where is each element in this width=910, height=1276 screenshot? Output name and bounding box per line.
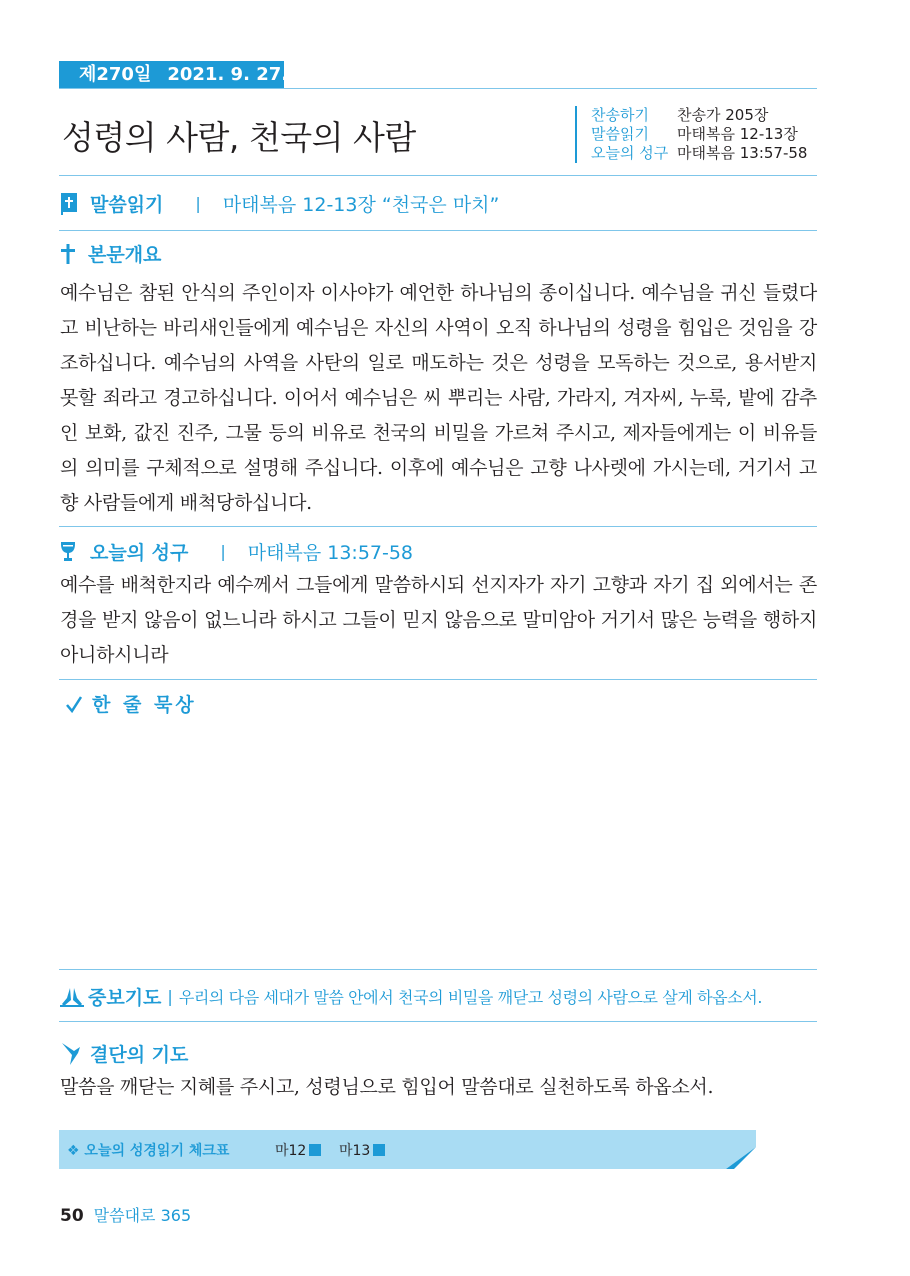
bible-icon xyxy=(60,192,78,216)
meditation-heading xyxy=(66,690,197,717)
overview-heading xyxy=(60,240,161,267)
intercession-top-rule xyxy=(59,969,817,970)
reading-bottom-rule xyxy=(59,230,817,231)
info-row-hymn xyxy=(591,106,807,125)
date-text: 2021. 9. 27. 월 xyxy=(167,64,312,85)
title-bottom-rule xyxy=(59,175,817,176)
verse-text: 예수를 배척한지라 예수께서 그들에게 말씀하시되 선지자가 자기 고향과 자기 집 외에서는 존경을 받지 않음이 없느니라 하시고 그들이 믿지 않음으로 말미암아 거기서 많은 능력을 행하지 아니하시니라 xyxy=(60,574,817,666)
checklist-item[interactable]: 마12 xyxy=(275,1140,321,1160)
resolution-heading xyxy=(60,1040,188,1067)
info-row-verse xyxy=(591,144,807,163)
intercession-bottom-rule xyxy=(59,1021,817,1022)
reading-label: 말씀읽기 xyxy=(90,194,164,216)
verse-label: 오늘의 성구 xyxy=(90,542,189,564)
chalice-icon xyxy=(60,541,76,563)
praying-hands-icon xyxy=(60,986,84,1008)
reading-checklist xyxy=(59,1130,756,1169)
day-number: 제270일 xyxy=(79,64,152,85)
resolution-label: 결단의 기도 xyxy=(90,1044,189,1066)
overview-bottom-rule xyxy=(59,526,817,527)
info-key: 찬송하기 xyxy=(591,106,649,124)
checkmark-icon xyxy=(66,695,82,713)
intercession-text: 우리의 다음 세대가 말씀 안에서 천국의 비밀을 깨닫고 성령의 사람으로 살게 하옵소서. xyxy=(178,988,763,1007)
book-title: 말씀대로 365 xyxy=(93,1206,192,1225)
separator: | xyxy=(167,987,173,1006)
resolution-text: 말씀을 깨닫는 지혜를 주시고, 성령님으로 힘입어 말씀대로 실천하도록 하옵소서. xyxy=(60,1076,714,1098)
overview-text: 예수님은 참된 안식의 주인이자 이사야가 예언한 하나님의 종이십니다. 예수님을 귀신 들렸다고 비난하는 바리새인들에게 예수님은 자신의 사역이 오직 하나님의 성령을 힘입은 것임을 강조하십니다. 예수님의 사역을 사탄의 일로 매도하는 것은 성령을 모독하는 것으로, 용서받지 못할 죄라고 경고하십니다. 이어서 예수님은 씨 뿌리는 사람, 가라지, 겨자씨, 누룩, 밭에 감추인 보화, 값진 진주, 그물 등의 비유로 천국의 비밀을 가르쳐 주시고, 제자들에게는 이 비유들의 의미를 구체적으로 설명해 주십니다. 이후에 예수님은 고향 나사렛에 가시는데, 거기서 고향 사람들에게 배척당하십니다. xyxy=(60,282,817,514)
checklist-label: ❖ 오늘의 성경읽기 체크표 xyxy=(67,1143,230,1159)
info-box xyxy=(575,106,807,163)
info-key: 말씀읽기 xyxy=(591,125,649,143)
meditation-label: 한 줄 묵상 xyxy=(92,694,197,716)
info-value: 찬송가 205장 xyxy=(677,106,769,124)
page-footer xyxy=(60,1203,191,1226)
dove-icon xyxy=(60,1041,82,1067)
reading-heading xyxy=(60,190,499,217)
verse-ref: 마태복음 13:57-58 xyxy=(247,542,414,564)
intercession-line xyxy=(60,983,820,1010)
separator: | xyxy=(195,194,201,213)
cross-icon xyxy=(60,243,76,265)
info-key: 오늘의 성구 xyxy=(591,144,669,162)
overview-label: 본문개요 xyxy=(88,244,162,266)
info-value: 마태복음 12-13장 xyxy=(677,125,798,143)
page-curl-icon xyxy=(726,1147,756,1169)
header-top-rule xyxy=(59,88,817,89)
info-row-reading xyxy=(591,125,807,144)
page-number: 50 xyxy=(60,1206,84,1226)
page-title: 성령의 사람, 천국의 사람 xyxy=(62,118,416,157)
checkbox[interactable] xyxy=(309,1144,321,1156)
info-value: 마태복음 13:57-58 xyxy=(677,144,808,162)
intercession-label: 중보기도 xyxy=(88,987,162,1009)
reading-ref: 마태복음 12-13장 “천국은 마치” xyxy=(222,194,500,216)
checklist-item[interactable]: 마13 xyxy=(339,1140,385,1160)
checkbox[interactable] xyxy=(373,1144,385,1156)
separator: | xyxy=(220,542,226,561)
verse-bottom-rule xyxy=(59,679,817,680)
verse-heading xyxy=(60,538,413,565)
date-tab xyxy=(59,61,312,89)
